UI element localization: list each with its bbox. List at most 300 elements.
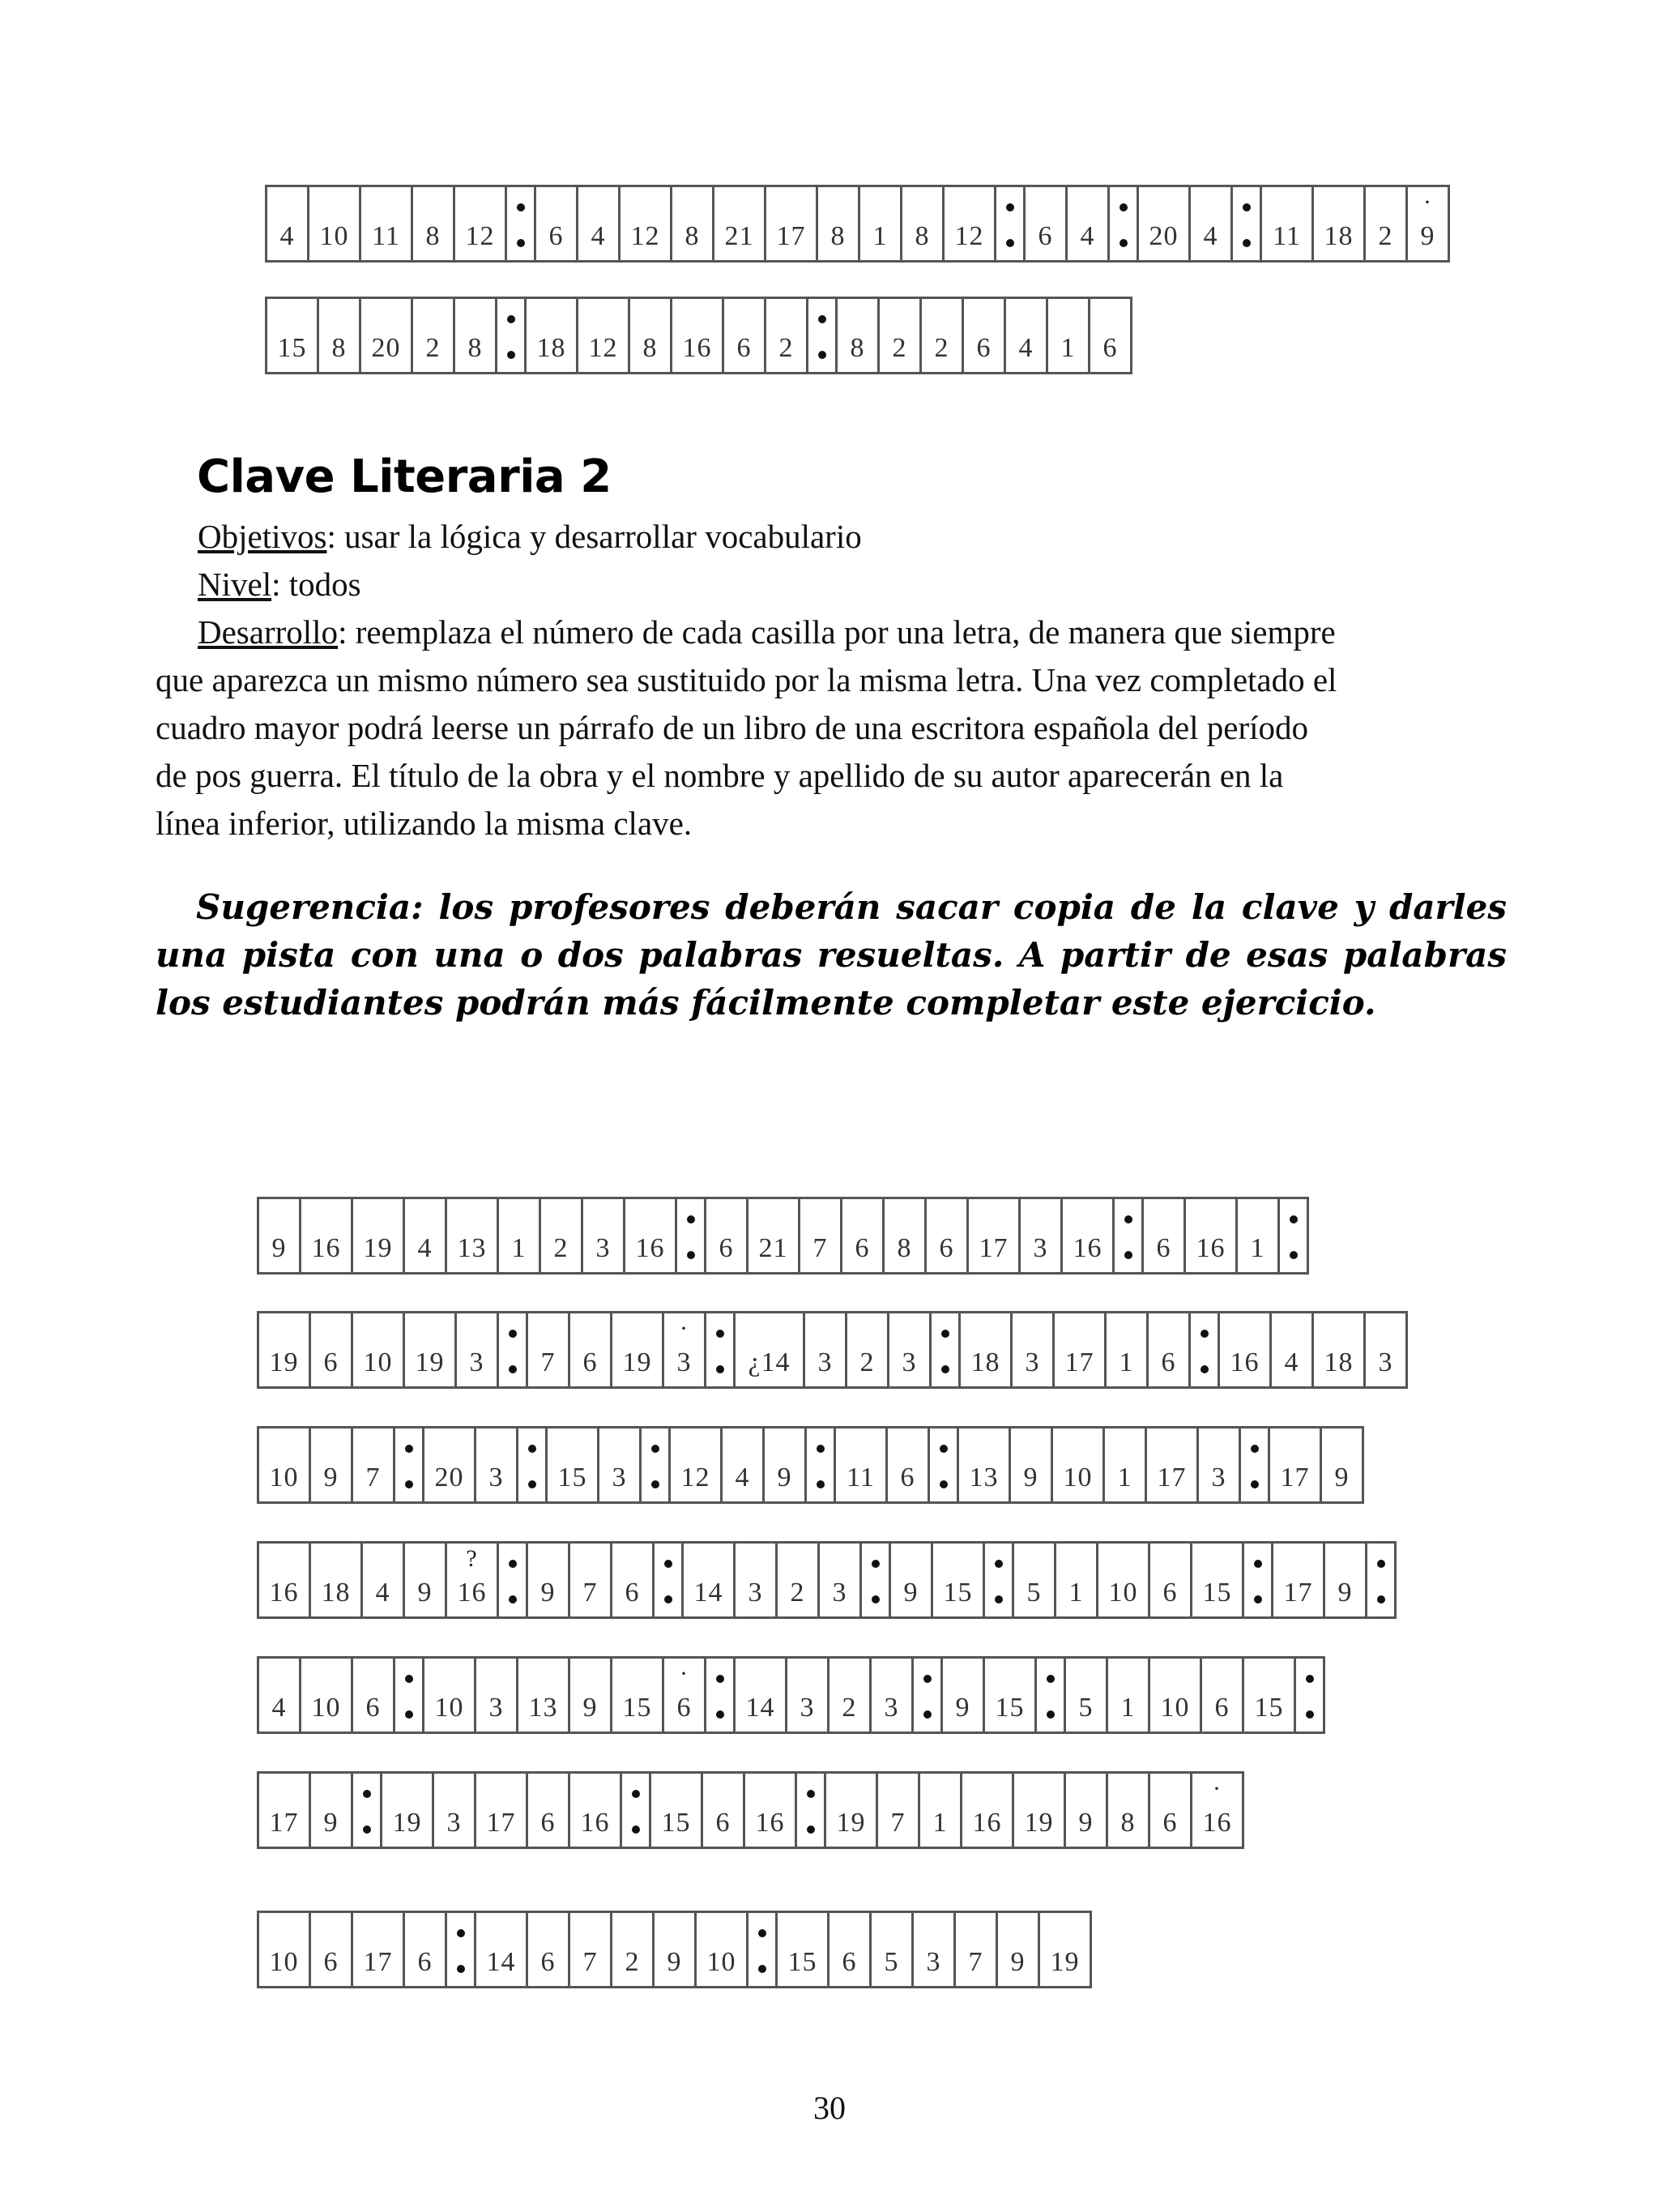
colon-cell (1037, 1659, 1066, 1732)
number-cell (842, 1199, 885, 1272)
number-cell (902, 187, 945, 260)
number-cell (528, 1774, 570, 1847)
number-cell (405, 1544, 447, 1616)
cell-number: 6 (736, 333, 752, 363)
cell-number: 3 (902, 1347, 917, 1377)
number-cell (820, 1544, 862, 1616)
number-cell (1048, 299, 1090, 372)
cell-number: 12 (680, 1463, 710, 1492)
number-cell (311, 1774, 353, 1847)
dot-icon (528, 1445, 536, 1453)
cell-number: 15 (622, 1693, 652, 1723)
cell-number: 3 (800, 1693, 815, 1723)
cell-number: 4 (1018, 333, 1034, 363)
cell-number: 9 (1420, 221, 1435, 251)
number-cell (672, 187, 714, 260)
dot-icon (716, 1330, 724, 1338)
number-cell (518, 1659, 570, 1732)
number-cell (311, 1544, 363, 1616)
colon-cell (642, 1428, 671, 1501)
dot-icon (807, 1826, 815, 1834)
number-cell (1149, 1313, 1191, 1386)
cell-number: 9 (667, 1947, 682, 1977)
cell-number: 1 (1250, 1233, 1265, 1263)
number-cell (447, 1544, 499, 1616)
cell-number: 16 (1202, 1808, 1232, 1838)
cell-number: 16 (1230, 1347, 1260, 1377)
desarrollo-line-4: de pos guerra. El título de la obra y el nombre y apellido de su autor aparecerán en la (156, 757, 1284, 794)
number-cell (361, 299, 413, 372)
colon-cell (807, 1428, 836, 1501)
cell-number: 6 (365, 1693, 381, 1723)
number-cell (548, 1428, 599, 1501)
cell-number: 7 (582, 1578, 598, 1608)
number-cell (945, 187, 996, 260)
number-cell (723, 1428, 765, 1501)
section-title: Clave Literaria 2 (197, 451, 612, 503)
colon-cell (447, 1913, 476, 1986)
main-cipher-row-5 (257, 1656, 1325, 1734)
dot-icon (1306, 1675, 1314, 1683)
number-cell (527, 299, 578, 372)
dot-icon (651, 1480, 659, 1488)
colon-cell (932, 1313, 961, 1386)
dot-icon (872, 1595, 880, 1603)
cell-number: 1 (1068, 1578, 1084, 1608)
number-cell (1063, 1199, 1115, 1272)
dot-icon (1306, 1710, 1314, 1719)
cell-number: 7 (365, 1463, 381, 1492)
dot-icon (941, 1365, 949, 1373)
dot-icon (940, 1480, 948, 1488)
dot-icon (941, 1330, 949, 1338)
dot-icon (363, 1790, 371, 1798)
cell-number: 16 (1196, 1233, 1226, 1263)
cell-number: 17 (776, 221, 806, 251)
cell-number: 9 (323, 1808, 339, 1838)
number-cell (361, 187, 413, 260)
desarrollo-line-3: cuadro mayor podrá leerse un párrafo de un libro de una escritora española del período (156, 709, 1309, 746)
cell-number: 3 (469, 1347, 484, 1377)
number-cell (1147, 1428, 1199, 1501)
cell-number: 15 (943, 1578, 973, 1608)
colon-cell (1296, 1659, 1325, 1732)
number-cell (985, 1659, 1037, 1732)
number-cell (1108, 1659, 1150, 1732)
cell-number: 10 (1063, 1463, 1093, 1492)
cell-number: 10 (1160, 1693, 1190, 1723)
cell-number: 16 (580, 1808, 610, 1838)
number-cell (872, 1659, 914, 1732)
cell-number: 4 (1284, 1347, 1299, 1377)
number-cell (353, 1913, 405, 1986)
cell-number: 2 (842, 1693, 857, 1723)
number-cell (891, 1544, 933, 1616)
mark-above: ? (466, 1545, 478, 1572)
number-cell (1139, 187, 1191, 260)
number-cell (1013, 1313, 1055, 1386)
cell-number: 17 (486, 1808, 516, 1838)
number-cell (765, 1428, 807, 1501)
top-cipher-row-2 (265, 297, 1132, 374)
number-cell (455, 299, 497, 372)
colon-cell (499, 1544, 528, 1616)
number-cell (311, 1913, 353, 1986)
number-cell (889, 1313, 932, 1386)
cell-number: 7 (890, 1808, 906, 1838)
number-cell (964, 299, 1006, 372)
number-cell (800, 1199, 842, 1272)
cell-number: 9 (1078, 1808, 1094, 1838)
number-cell (1408, 187, 1450, 260)
number-cell (405, 1313, 457, 1386)
number-cell (541, 1199, 583, 1272)
cell-number: 8 (915, 221, 930, 251)
number-cell (1202, 1659, 1244, 1732)
colon-cell (862, 1544, 891, 1616)
colon-cell (1110, 187, 1139, 260)
main-cipher-row-2 (257, 1311, 1408, 1389)
number-cell (457, 1313, 499, 1386)
dot-icon (1124, 1215, 1132, 1223)
number-cell (570, 1913, 612, 1986)
number-cell (1026, 187, 1068, 260)
cell-number: 2 (778, 333, 794, 363)
dot-icon (818, 315, 826, 323)
top-cipher-row-1 (265, 185, 1450, 263)
main-cipher-row-6 (257, 1771, 1244, 1849)
cell-number: 6 (625, 1578, 640, 1608)
mark-above: · (1213, 1775, 1222, 1802)
cell-number: 9 (777, 1463, 792, 1492)
cell-number: 5 (884, 1947, 899, 1977)
number-cell (259, 1774, 311, 1847)
cell-number: 16 (972, 1808, 1002, 1838)
dot-icon (1047, 1710, 1055, 1719)
number-cell (1105, 1428, 1147, 1501)
number-cell (1014, 1774, 1066, 1847)
number-cell (311, 1428, 353, 1501)
dot-icon (872, 1560, 880, 1568)
number-cell (612, 1913, 655, 1986)
number-cell (1056, 1544, 1098, 1616)
cell-number: 21 (758, 1233, 788, 1263)
number-cell (570, 1313, 612, 1386)
number-cell (1192, 1774, 1244, 1847)
cell-number: 4 (375, 1578, 390, 1608)
dot-icon (509, 1365, 517, 1373)
cell-number: 16 (269, 1578, 299, 1608)
colon-cell (1191, 1313, 1220, 1386)
cell-number: 1 (1120, 1693, 1136, 1723)
dot-icon (1124, 1251, 1132, 1259)
cell-number: 10 (363, 1347, 393, 1377)
cell-number: 9 (582, 1693, 598, 1723)
cell-number: 17 (1283, 1578, 1313, 1608)
number-cell (714, 187, 766, 260)
number-cell (301, 1659, 353, 1732)
number-cell (259, 1913, 311, 1986)
cell-number: 14 (693, 1578, 723, 1608)
cell-number: 11 (372, 221, 400, 251)
cell-number: 2 (934, 333, 949, 363)
cell-number: 6 (939, 1233, 954, 1263)
number-cell (684, 1544, 736, 1616)
cell-number: 3 (446, 1808, 462, 1838)
number-cell (363, 1544, 405, 1616)
number-cell (405, 1199, 447, 1272)
cell-number: 6 (715, 1808, 731, 1838)
cell-number: 19 (1050, 1947, 1080, 1977)
number-cell (259, 1428, 311, 1501)
cell-number: 10 (1108, 1578, 1138, 1608)
cell-number: 9 (417, 1578, 433, 1608)
number-cell (578, 299, 630, 372)
dot-icon (507, 351, 515, 359)
cell-number: 8 (425, 221, 441, 251)
dot-icon (664, 1560, 672, 1568)
number-cell (1150, 1544, 1192, 1616)
cell-number: 18 (970, 1347, 1000, 1377)
number-cell (528, 1544, 570, 1616)
number-cell (455, 187, 507, 260)
cell-number: 6 (1102, 333, 1118, 363)
number-cell (1053, 1428, 1105, 1501)
cell-number: 4 (1080, 221, 1095, 251)
cell-number: 3 (817, 1347, 833, 1377)
cell-number: 11 (1273, 221, 1301, 251)
cell-number: 19 (415, 1347, 445, 1377)
cell-number: 17 (1157, 1463, 1187, 1492)
number-cell (353, 1199, 405, 1272)
cell-number: 19 (836, 1808, 866, 1838)
main-cipher-row-4 (257, 1541, 1397, 1619)
cell-number: 13 (457, 1233, 487, 1263)
main-cipher-row-7 (257, 1911, 1092, 1988)
dot-icon (716, 1365, 724, 1373)
number-cell (1144, 1199, 1186, 1272)
cell-number: 17 (363, 1947, 393, 1977)
colon-cell (518, 1428, 548, 1501)
number-cell (920, 1774, 962, 1847)
dot-icon (1120, 203, 1128, 211)
number-cell (267, 187, 309, 260)
desarrollo-text-1: : reemplaza el número de cada casilla por una letra, de manera que siempre (338, 613, 1336, 651)
cell-number: 3 (676, 1347, 692, 1377)
dot-icon (507, 315, 515, 323)
number-cell (697, 1913, 748, 1986)
number-cell (630, 299, 672, 372)
colon-cell (507, 187, 536, 260)
number-cell (961, 1313, 1013, 1386)
cell-number: 20 (1149, 221, 1179, 251)
cell-number: 6 (900, 1463, 915, 1492)
colon-cell (706, 1659, 736, 1732)
number-cell (1273, 1544, 1325, 1616)
desarrollo-line-2: que aparezca un mismo número sea sustituido por la misma letra. Una vez completado el (156, 661, 1337, 698)
number-cell (599, 1428, 642, 1501)
number-cell (787, 1659, 830, 1732)
number-cell (578, 187, 621, 260)
number-cell (736, 1544, 778, 1616)
number-cell (1055, 1313, 1107, 1386)
cell-number: 10 (706, 1947, 736, 1977)
number-cell (1366, 187, 1408, 260)
number-cell (1262, 187, 1314, 260)
number-cell (259, 1659, 301, 1732)
cell-number: 6 (1156, 1233, 1171, 1263)
number-cell (1314, 1313, 1366, 1386)
dot-icon (818, 351, 826, 359)
number-cell (914, 1913, 956, 1986)
number-cell (672, 299, 724, 372)
cell-number: 8 (331, 333, 347, 363)
colon-cell (655, 1544, 684, 1616)
dot-icon (923, 1710, 932, 1719)
number-cell (625, 1199, 677, 1272)
dot-icon (509, 1560, 517, 1568)
dot-icon (405, 1675, 413, 1683)
cell-number: 18 (1324, 221, 1354, 251)
number-cell (424, 1428, 476, 1501)
cell-number: 2 (1378, 221, 1393, 251)
number-cell (703, 1774, 745, 1847)
dot-icon (758, 1965, 766, 1973)
colon-cell (808, 299, 838, 372)
cell-number: 6 (855, 1233, 870, 1263)
number-cell (847, 1313, 889, 1386)
number-cell (1270, 1428, 1322, 1501)
cell-number: 16 (457, 1578, 487, 1608)
cell-number: 3 (832, 1578, 847, 1608)
cell-number: 6 (719, 1233, 734, 1263)
number-cell (1090, 299, 1132, 372)
cell-number: 9 (1334, 1463, 1350, 1492)
number-cell (612, 1659, 664, 1732)
cell-number: 6 (1162, 1578, 1178, 1608)
cell-number: 15 (787, 1947, 817, 1977)
cell-number: 20 (434, 1463, 464, 1492)
number-cell (353, 1313, 405, 1386)
cell-number: 12 (465, 221, 495, 251)
cell-number: 20 (371, 333, 401, 363)
cell-number: 7 (968, 1947, 983, 1977)
number-cell (499, 1199, 541, 1272)
cell-number: 8 (897, 1233, 912, 1263)
number-cell (927, 1199, 969, 1272)
cell-number: 5 (1026, 1578, 1042, 1608)
cell-number: 2 (625, 1947, 640, 1977)
cell-number: 15 (1254, 1693, 1284, 1723)
cell-number: 1 (1119, 1347, 1134, 1377)
number-cell (706, 1199, 748, 1272)
number-cell (664, 1659, 706, 1732)
dot-icon (807, 1790, 815, 1798)
number-cell (671, 1428, 723, 1501)
cell-number: 16 (682, 333, 712, 363)
number-cell (413, 187, 455, 260)
number-cell (447, 1199, 499, 1272)
colon-cell (677, 1199, 706, 1272)
number-cell (818, 187, 860, 260)
mark-above: · (680, 1660, 689, 1687)
dot-icon (1251, 1445, 1259, 1453)
number-cell (311, 1313, 353, 1386)
cell-number: 6 (676, 1693, 692, 1723)
cell-number: 3 (748, 1578, 763, 1608)
number-cell (309, 187, 361, 260)
number-cell (826, 1774, 878, 1847)
cell-number: 2 (859, 1347, 875, 1377)
number-cell (570, 1774, 622, 1847)
dot-icon (940, 1445, 948, 1453)
dot-icon (405, 1480, 413, 1488)
number-cell (969, 1199, 1021, 1272)
number-cell (1108, 1774, 1150, 1847)
colon-cell (499, 1313, 528, 1386)
dot-icon (687, 1215, 695, 1223)
main-cipher-row-1 (257, 1197, 1309, 1275)
cell-number: 15 (661, 1808, 691, 1838)
number-cell (1066, 1659, 1108, 1732)
cell-number: 17 (979, 1233, 1009, 1263)
dot-icon (1290, 1215, 1298, 1223)
colon-cell (748, 1913, 778, 1986)
number-cell (382, 1774, 434, 1847)
cell-number: 4 (735, 1463, 750, 1492)
number-cell (476, 1659, 518, 1732)
cell-number: 4 (271, 1693, 287, 1723)
number-cell (1186, 1199, 1238, 1272)
cell-number: 17 (1064, 1347, 1094, 1377)
number-cell (1098, 1544, 1150, 1616)
number-cell (1325, 1544, 1367, 1616)
cell-number: 4 (1203, 221, 1218, 251)
cell-number: 2 (790, 1578, 805, 1608)
cell-number: 8 (830, 221, 846, 251)
dot-icon (995, 1560, 1003, 1568)
number-cell (736, 1659, 787, 1732)
cell-number: 10 (311, 1693, 341, 1723)
cell-number: 8 (467, 333, 483, 363)
cell-number: 7 (540, 1347, 556, 1377)
cell-number: 19 (363, 1233, 393, 1263)
dot-icon (517, 203, 525, 211)
number-cell (1366, 1313, 1408, 1386)
cell-number: 6 (548, 221, 564, 251)
cell-number: 15 (557, 1463, 587, 1492)
cell-number: 16 (1073, 1233, 1102, 1263)
colon-cell (1115, 1199, 1144, 1272)
cell-number: 19 (392, 1808, 422, 1838)
number-cell (998, 1913, 1040, 1986)
cell-number: 3 (1211, 1463, 1226, 1492)
cell-number: 10 (434, 1693, 464, 1723)
cell-number: 6 (1038, 221, 1053, 251)
dot-icon (1254, 1560, 1262, 1568)
cell-number: 6 (842, 1947, 857, 1977)
number-cell (1006, 299, 1048, 372)
number-cell (805, 1313, 847, 1386)
dot-icon (1006, 239, 1014, 247)
colon-cell (914, 1659, 943, 1732)
colon-cell (395, 1659, 424, 1732)
number-cell (267, 299, 319, 372)
dot-icon (1201, 1330, 1209, 1338)
number-cell (424, 1659, 476, 1732)
colon-cell (353, 1774, 382, 1847)
number-cell (621, 187, 672, 260)
